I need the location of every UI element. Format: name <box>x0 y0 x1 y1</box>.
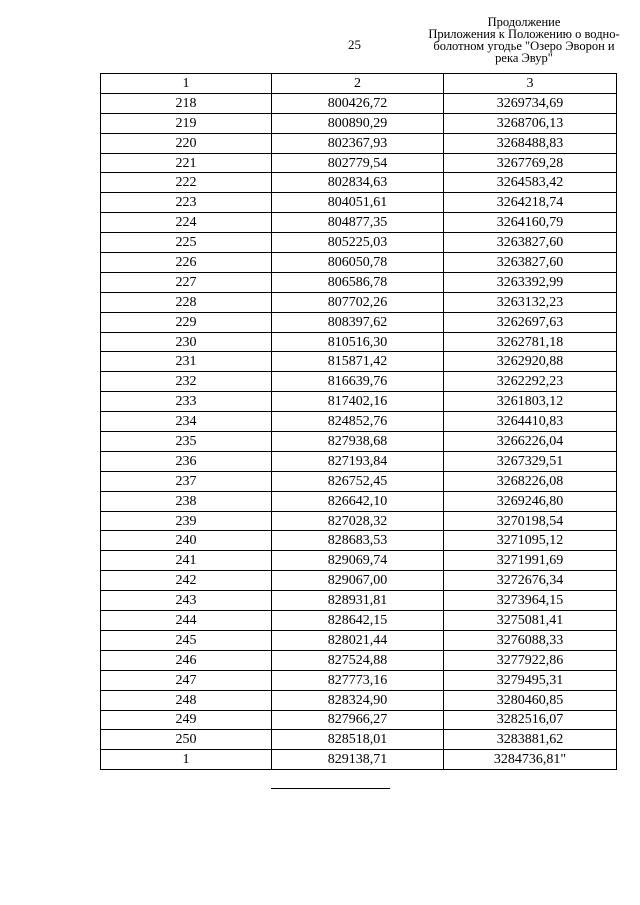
point-number-cell: 233 <box>101 392 272 412</box>
y-coordinate-cell: 3277922,86 <box>444 650 617 670</box>
point-number-cell: 221 <box>101 153 272 173</box>
x-coordinate-cell: 806050,78 <box>272 253 444 273</box>
point-number-cell: 250 <box>101 730 272 750</box>
y-coordinate-cell: 3262781,18 <box>444 332 617 352</box>
x-coordinate-cell: 804051,61 <box>272 193 444 213</box>
table-row <box>101 292 617 312</box>
y-coordinate-cell: 3262920,88 <box>444 352 617 372</box>
x-coordinate-cell: 829067,00 <box>272 571 444 591</box>
y-coordinate-cell: 3263827,60 <box>444 233 617 253</box>
y-coordinate-cell: 3264160,79 <box>444 213 617 233</box>
y-coordinate-cell: 3279495,31 <box>444 670 617 690</box>
y-coordinate-cell: 3264218,74 <box>444 193 617 213</box>
point-number-cell: 220 <box>101 133 272 153</box>
x-coordinate-cell: 810516,30 <box>272 332 444 352</box>
x-coordinate-cell: 828642,15 <box>272 611 444 631</box>
y-coordinate-cell: 3275081,41 <box>444 611 617 631</box>
point-number-cell: 240 <box>101 531 272 551</box>
continuation-line: Продолжение <box>487 15 561 29</box>
x-coordinate-cell: 826752,45 <box>272 471 444 491</box>
table-row <box>101 173 617 193</box>
y-coordinate-cell: 3267329,51 <box>444 451 617 471</box>
table-row <box>101 113 617 133</box>
x-coordinate-cell: 804877,35 <box>272 213 444 233</box>
x-coordinate-cell: 828324,90 <box>272 690 444 710</box>
point-number-cell: 226 <box>101 253 272 273</box>
x-coordinate-cell: 816639,76 <box>272 372 444 392</box>
y-coordinate-cell: 3262292,23 <box>444 372 617 392</box>
page-number: 25 <box>348 37 361 52</box>
table-row <box>101 650 617 670</box>
table-row <box>101 690 617 710</box>
y-coordinate-cell: 3263132,23 <box>444 292 617 312</box>
coordinates-table <box>100 73 617 770</box>
table-row <box>101 133 617 153</box>
table-row <box>101 392 617 412</box>
y-coordinate-cell: 3283881,62 <box>444 730 617 750</box>
point-number-cell: 223 <box>101 193 272 213</box>
y-coordinate-cell: 3264583,42 <box>444 173 617 193</box>
table-body <box>101 93 617 769</box>
table-row <box>101 432 617 452</box>
table-row <box>101 233 617 253</box>
table-row <box>101 730 617 750</box>
x-coordinate-cell: 800890,29 <box>272 113 444 133</box>
y-coordinate-cell: 3263392,99 <box>444 272 617 292</box>
y-coordinate-cell: 3276088,33 <box>444 630 617 650</box>
point-number-cell: 242 <box>101 571 272 591</box>
x-coordinate-cell: 827193,84 <box>272 451 444 471</box>
x-coordinate-cell: 802779,54 <box>272 153 444 173</box>
y-coordinate-cell: 3271095,12 <box>444 531 617 551</box>
y-coordinate-cell: 3270198,54 <box>444 511 617 531</box>
point-number-cell: 230 <box>101 332 272 352</box>
x-coordinate-cell: 815871,42 <box>272 352 444 372</box>
table-row <box>101 253 617 273</box>
table-row <box>101 332 617 352</box>
y-coordinate-cell: 3269246,80 <box>444 491 617 511</box>
x-coordinate-cell: 828021,44 <box>272 630 444 650</box>
y-coordinate-cell: 3261803,12 <box>444 392 617 412</box>
point-number-cell: 224 <box>101 213 272 233</box>
point-number-cell: 243 <box>101 591 272 611</box>
point-number-cell: 228 <box>101 292 272 312</box>
table-row <box>101 193 617 213</box>
x-coordinate-cell: 805225,03 <box>272 233 444 253</box>
footnote-divider <box>271 788 390 789</box>
table-row <box>101 591 617 611</box>
table-row <box>101 153 617 173</box>
table-row <box>101 272 617 292</box>
y-coordinate-cell: 3264410,83 <box>444 412 617 432</box>
point-number-cell: 219 <box>101 113 272 133</box>
point-number-cell: 247 <box>101 670 272 690</box>
point-number-cell: 218 <box>101 93 272 113</box>
point-number-cell: 236 <box>101 451 272 471</box>
point-number-cell: 238 <box>101 491 272 511</box>
table-row <box>101 412 617 432</box>
y-coordinate-cell: 3271991,69 <box>444 551 617 571</box>
x-coordinate-cell: 829069,74 <box>272 551 444 571</box>
x-coordinate-cell: 806586,78 <box>272 272 444 292</box>
point-number-cell: 244 <box>101 611 272 631</box>
point-number-cell: 248 <box>101 690 272 710</box>
table-row <box>101 710 617 730</box>
continuation-line: река Эвур" <box>495 51 553 65</box>
x-coordinate-cell: 829138,71 <box>272 750 444 770</box>
table-row <box>101 93 617 113</box>
x-coordinate-cell: 826642,10 <box>272 491 444 511</box>
point-number-cell: 232 <box>101 372 272 392</box>
continuation-header <box>418 16 630 64</box>
y-coordinate-cell: 3263827,60 <box>444 253 617 273</box>
y-coordinate-cell: 3262697,63 <box>444 312 617 332</box>
table-row <box>101 471 617 491</box>
y-coordinate-cell: 3268226,08 <box>444 471 617 491</box>
y-coordinate-cell: 3266226,04 <box>444 432 617 452</box>
x-coordinate-cell: 828931,81 <box>272 591 444 611</box>
table-row <box>101 611 617 631</box>
point-number-cell: 241 <box>101 551 272 571</box>
x-coordinate-cell: 808397,62 <box>272 312 444 332</box>
point-number-cell: 234 <box>101 412 272 432</box>
table-row <box>101 531 617 551</box>
point-number-cell: 1 <box>101 750 272 770</box>
table-header-row <box>101 74 617 94</box>
column-header-y: 3 <box>444 74 617 94</box>
continuation-line: болотном угодье "Озеро Эворон и <box>433 39 615 53</box>
point-number-cell: 249 <box>101 710 272 730</box>
table-row <box>101 750 617 770</box>
y-coordinate-cell: 3273964,15 <box>444 591 617 611</box>
point-number-cell: 239 <box>101 511 272 531</box>
point-number-cell: 229 <box>101 312 272 332</box>
y-coordinate-cell: 3284736,81" <box>444 750 617 770</box>
y-coordinate-cell: 3280460,85 <box>444 690 617 710</box>
table-row <box>101 511 617 531</box>
point-number-cell: 235 <box>101 432 272 452</box>
x-coordinate-cell: 828683,53 <box>272 531 444 551</box>
column-header-number: 1 <box>101 74 272 94</box>
x-coordinate-cell: 800426,72 <box>272 93 444 113</box>
x-coordinate-cell: 827524,88 <box>272 650 444 670</box>
table-row <box>101 372 617 392</box>
table-row <box>101 551 617 571</box>
column-header-x: 2 <box>272 74 444 94</box>
y-coordinate-cell: 3272676,34 <box>444 571 617 591</box>
table-row <box>101 352 617 372</box>
point-number-cell: 225 <box>101 233 272 253</box>
table-row <box>101 312 617 332</box>
x-coordinate-cell: 827966,27 <box>272 710 444 730</box>
x-coordinate-cell: 824852,76 <box>272 412 444 432</box>
point-number-cell: 227 <box>101 272 272 292</box>
y-coordinate-cell: 3282516,07 <box>444 710 617 730</box>
x-coordinate-cell: 817402,16 <box>272 392 444 412</box>
table-row <box>101 630 617 650</box>
x-coordinate-cell: 802834,63 <box>272 173 444 193</box>
x-coordinate-cell: 827773,16 <box>272 670 444 690</box>
table-row <box>101 451 617 471</box>
point-number-cell: 231 <box>101 352 272 372</box>
point-number-cell: 245 <box>101 630 272 650</box>
x-coordinate-cell: 802367,93 <box>272 133 444 153</box>
x-coordinate-cell: 807702,26 <box>272 292 444 312</box>
table-row <box>101 571 617 591</box>
x-coordinate-cell: 827938,68 <box>272 432 444 452</box>
y-coordinate-cell: 3269734,69 <box>444 93 617 113</box>
point-number-cell: 246 <box>101 650 272 670</box>
continuation-line: Приложения к Положению о водно- <box>428 27 620 41</box>
table-row <box>101 670 617 690</box>
y-coordinate-cell: 3268706,13 <box>444 113 617 133</box>
x-coordinate-cell: 827028,32 <box>272 511 444 531</box>
x-coordinate-cell: 828518,01 <box>272 730 444 750</box>
table-row <box>101 491 617 511</box>
y-coordinate-cell: 3267769,28 <box>444 153 617 173</box>
table-row <box>101 213 617 233</box>
point-number-cell: 237 <box>101 471 272 491</box>
y-coordinate-cell: 3268488,83 <box>444 133 617 153</box>
point-number-cell: 222 <box>101 173 272 193</box>
